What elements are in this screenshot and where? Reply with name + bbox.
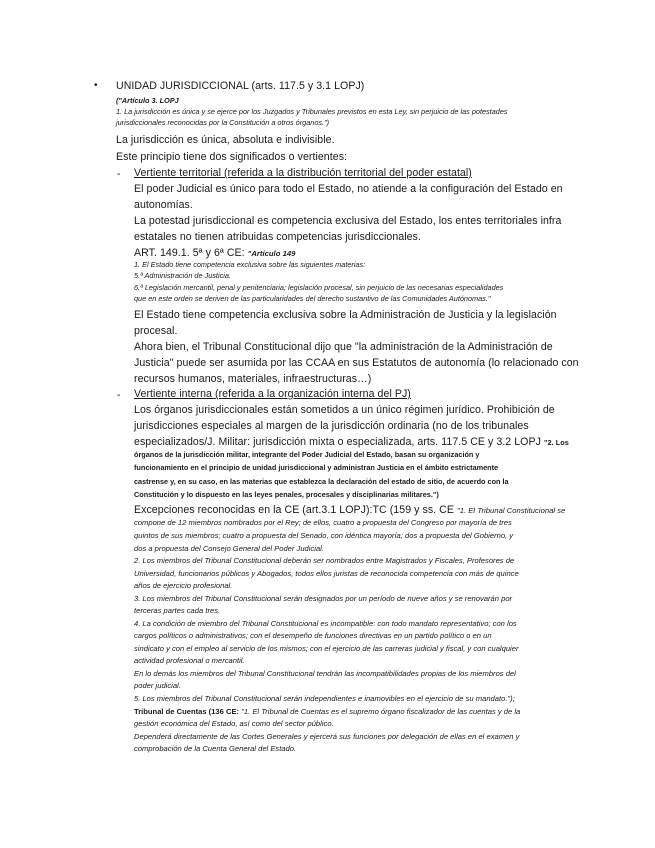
paragraph-line: recursos humanos, materiales, infraestructuras…) [134, 373, 372, 385]
article-title: "Artículo 149 [247, 249, 296, 258]
tc-article-line: compone de 12 miembros nombrados por el Rey; de ellos, cuatro a propuesta del Congreso por mayoría de tres [134, 518, 512, 527]
tcu-article-line: gestión económica del Estado, así como del sector público. [134, 719, 334, 728]
bullet-marker: • [94, 80, 98, 91]
paragraph-line: Justicia" puede ser asumida por las CCAA en sus Estatutos de autonomía (lo relacionado con [134, 357, 579, 369]
paragraph-line: El Estado tiene competencia exclusiva sobre la Administración de Justicia y la legislación [134, 309, 557, 321]
paragraph-line [134, 437, 569, 448]
tc-article-line: 5. Los miembros del Tribunal Constitucional serán independientes e inamovibles en el ejercicio de su mandato."); [134, 694, 515, 703]
paragraph-line: jurisdicciones especiales al margen de la jurisdicción ordinaria (no de los tribunales [134, 420, 529, 432]
quote-line: castrense y, en su caso, en las materias que establezca la declaración del estado de sitio, de acuerdo con la [134, 477, 509, 486]
paragraph-line: Ahora bien, el Tribunal Constitucional dijo que "la administración de la Administración de [134, 341, 553, 353]
tcu-line [134, 708, 520, 716]
dash-marker: - [117, 389, 121, 401]
exceptions-line [134, 505, 565, 516]
paragraph-text: especializados/J. Militar: jurisdicción mixta o especializada, arts. 117.5 CE y 3.2 LOPJ [134, 436, 544, 448]
tc-article-line: 4. La condición de miembro del Tribunal Constitucional es incompatible: con todo mandato representativo; con los [134, 619, 517, 628]
tc-article-line: sindicato y con el empleo al servicio de los mismos; con el ejercicio de las carreras judicial y fiscal, y con cualquier [134, 644, 519, 653]
tc-article-line: 2. Los miembros del Tribunal Constitucional deberán ser nombrados entre Magistrados y Fiscales, Profesores de [134, 556, 515, 565]
article-line: que en este orden se deriven de las particularidades del derecho sustantivo de las Comunidades Autónomas." [134, 294, 491, 303]
tcu-label: Tribunal de Cuentas (136 CE: [134, 707, 242, 716]
section-heading: UNIDAD JURISDICCIONAL (arts. 117.5 y 3.1 LOPJ) [116, 80, 365, 92]
paragraph-line: El poder Judicial es único para todo el Estado, no atiende a la configuración del Estado en [134, 183, 563, 195]
quote-line: órganos de la jurisdicción militar, integrante del Poder Judicial del Estado, basan su organización y [134, 450, 480, 459]
paragraph-line: autonomías. [134, 199, 193, 211]
tcu-article-line: comprobación de la Cuenta General del Estado. [134, 744, 297, 753]
paragraph-line: procesal. [134, 325, 178, 337]
tc-article-line: En lo demás los miembros del Tribunal Constitucional tendrán las incompatibilidades propias de los miembros del [134, 669, 516, 678]
article-line: 6.ª Legislación mercantil, penal y penitenciaria; legislación procesal, sin perjuicio de las necesarias especialidades [134, 283, 504, 292]
quote-line: Constitución y lo dispuesto en las leyes penales, procesales y disciplinarias militares.") [134, 490, 439, 499]
subsection-title-territorial: Vertiente territorial (referida a la distribución territorial del poder estatal) [134, 167, 472, 179]
tc-article-line: cargos políticos o administrativos; con el desempeño de funciones directivas en un partido político o en un [134, 631, 492, 640]
exceptions-quote: "1. El Tribunal Constitucional se [456, 506, 566, 515]
paragraph-line: La potestad jurisdiccional es competencia exclusiva del Estado, los entes territoriales infra [134, 215, 562, 227]
article-ref-text: ART. 149.1. 5ª y 6ª CE: [134, 247, 248, 259]
subsection-title-interna: Vertiente interna (referida a la organización interna del PJ) [134, 388, 411, 400]
quote-title: ("Artículo 3. LOPJ [116, 96, 179, 105]
quote-line: 1. La jurisdicción es única y se ejerce por los Juzgados y Tribunales previstos en esta Ley, sin perjuicio de las potestades [116, 107, 508, 116]
article-reference [134, 248, 295, 259]
quote-line: jurisdiccionales reconocidas por la Constitución a otros órganos.") [116, 118, 330, 127]
article-line: 5.ª Administración de Justicia. [134, 271, 231, 280]
tc-article-line: años de ejercicio profesional. [134, 581, 233, 590]
tcu-quote: "1. El Tribunal de Cuentas es el supremo órgano fiscalizador de las cuentas y de la [241, 707, 521, 716]
paragraph-line: Los órganos jurisdiccionales están sometidos a un único régimen jurídico. Prohibición de [134, 404, 555, 416]
tc-article-line: quintos de sus miembros; cuatro a propuesta del Senado, con idéntica mayoría; dos a propuesta del Gobierno, y [134, 531, 514, 540]
tc-article-line: poder judicial. [134, 681, 181, 690]
exceptions-text: Excepciones reconocidas en la CE (art.3.1 LOPJ):TC (159 y ss. CE [134, 504, 457, 516]
tc-article-line: Universidad, funcionarios públicos y Abogados, todos ellos juristas de reconocida competencia con más de quince [134, 569, 519, 578]
article-line: 1. El Estado tiene competencia exclusiva sobre las siguientes materias: [134, 260, 366, 269]
dash-marker: - [117, 168, 121, 180]
tc-article-line: actividad profesional o mercantil. [134, 656, 245, 665]
paragraph-line: estatales no tienen atribuidas competencias jurisdiccionales. [134, 231, 421, 243]
intro-line: Este principio tiene dos significados o vertientes: [116, 151, 348, 163]
tcu-article-line: Dependerá directamente de las Cortes Generales y ejercerá sus funciones por delegación de ellas en el examen y [134, 732, 520, 741]
quote-line: funcionamiento en el principio de unidad jurisdiccional y administran Justicia en el ámbito estrictamente [134, 463, 499, 472]
quote-start: "2. Los [543, 438, 569, 447]
intro-line: La jurisdicción es única, absoluta e indivisible. [116, 134, 335, 146]
tc-article-line: terceras partes cada tres. [134, 606, 221, 615]
tc-article-line: 3. Los miembros del Tribunal Constitucional serán designados por un período de nueve años y se renovarán por [134, 594, 513, 603]
tc-article-line: dos a propuesta del Consejo General del Poder Judicial. [134, 544, 324, 553]
